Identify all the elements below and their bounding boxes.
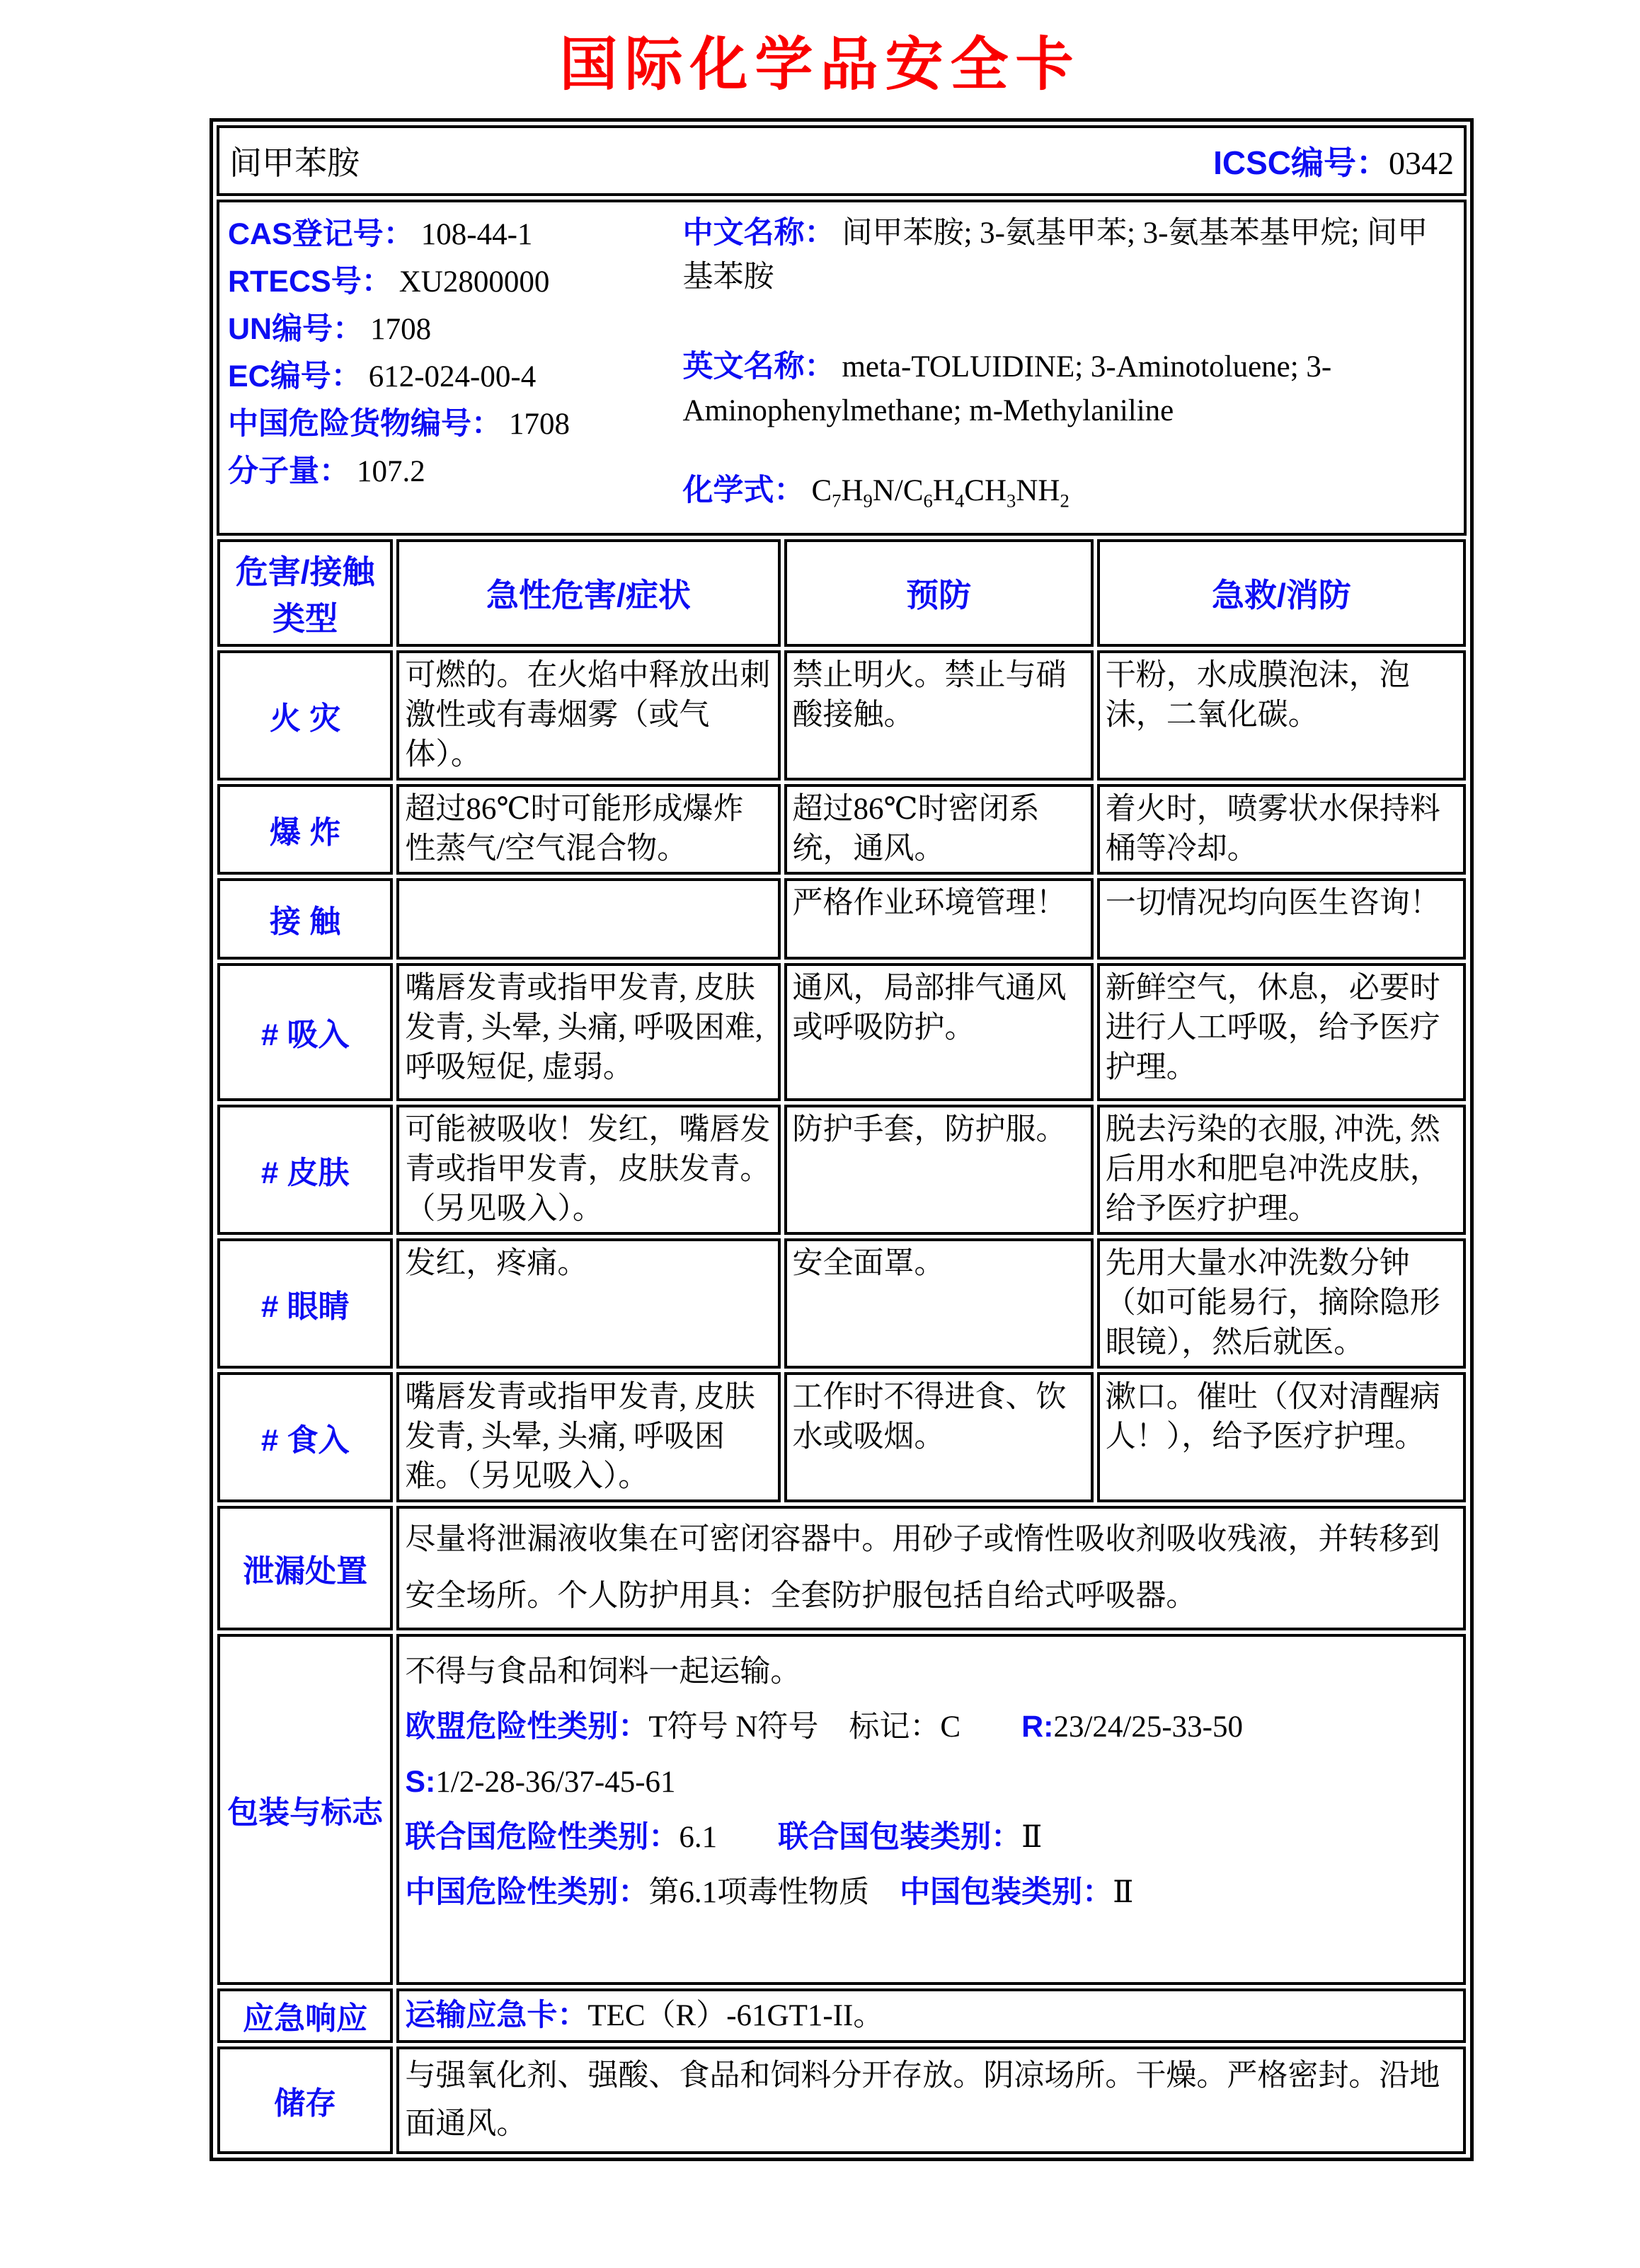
- card-header: [217, 125, 1467, 196]
- info-item: [682, 211, 1452, 299]
- table-row: [217, 878, 1466, 960]
- cell-line: [405, 1994, 1457, 2037]
- row-label: 接 触: [217, 878, 393, 960]
- field-value: 间甲苯胺; 3-氨基甲苯; 3-氨基苯基甲烷; 间甲基苯胺: [682, 217, 1428, 294]
- table-cell: 着火时，喷雾状水保持料桶等冷却。: [1097, 784, 1466, 875]
- row-label: 应急响应: [217, 1988, 393, 2043]
- column-header: 危害/接触类型: [217, 539, 393, 647]
- table-cell: 先用大量水冲洗数分钟（如可能易行，摘除隐形眼镜），然后就医。: [1097, 1238, 1466, 1369]
- field-label: 中国危险货物编号：: [228, 407, 502, 441]
- table-cell: 漱口。催吐（仅对清醒病人！），给予医疗护理。: [1097, 1372, 1466, 1502]
- field-value: meta-TOLUIDINE; 3-Aminotoluene; 3-Aminophenylmethane; m-Methylaniline: [682, 350, 1332, 427]
- field-value: 612-024-00-4: [368, 360, 537, 393]
- table-cell: 脱去污染的衣服, 冲洗, 然后用水和肥皂冲洗皮肤，给予医疗护理。: [1097, 1105, 1466, 1235]
- table-row: [217, 1506, 1466, 1630]
- table-cell: 工作时不得进食、饮水或吸烟。: [784, 1372, 1094, 1502]
- field-label: 运输应急卡：: [405, 1998, 588, 2032]
- table-cell: 禁止明火。禁止与硝酸接触。: [784, 650, 1094, 781]
- cell-line: [405, 1650, 1457, 1694]
- info-left-column: [219, 209, 679, 524]
- field-value: 第6.1项毒性物质: [648, 1875, 900, 1909]
- page-title: 国际化学品安全卡: [559, 30, 1081, 98]
- cell-line: [405, 1870, 1457, 1915]
- table-cell: 防护手套，防护服。: [784, 1105, 1094, 1235]
- table-body: [217, 650, 1466, 2154]
- field-label: 中国危险性类别：: [405, 1875, 649, 1909]
- info-item: [228, 448, 675, 495]
- table-cell: 可燃的。在火焰中释放出刺激性或有毒烟雾（或气体）。: [396, 650, 780, 781]
- row-label: 泄漏处置: [217, 1506, 393, 1630]
- field-label: RTECS号：: [228, 265, 392, 299]
- field-label: S:: [405, 1764, 436, 1799]
- table-row: [217, 1105, 1466, 1235]
- field-label: 中文名称：: [682, 216, 835, 250]
- table-cell: 干粉，水成膜泡沫，泡沫，二氧化碳。: [1097, 650, 1466, 781]
- table-cell: 超过86℃时可能形成爆炸性蒸气/空气混合物。: [396, 784, 780, 875]
- row-label: # 吸入: [217, 963, 393, 1101]
- hazard-table: [214, 536, 1469, 2158]
- field-label: CAS登记号：: [228, 217, 414, 251]
- field-label: 中国包装类别：: [900, 1875, 1113, 1909]
- table-cell: 一切情况均向医生咨询！: [1097, 878, 1466, 960]
- field-value: 1708: [370, 313, 432, 346]
- field-value: 107.2: [357, 455, 425, 488]
- row-label: # 眼睛: [217, 1238, 393, 1369]
- info-item: [228, 401, 675, 448]
- table-cell: 可能被吸收！发红，嘴唇发青或指甲发青，皮肤发青。（另见吸入）。: [396, 1105, 780, 1235]
- table-row: [217, 1634, 1466, 1985]
- field-value: 6.1: [679, 1820, 779, 1854]
- field-value: 23/24/25-33-50: [1053, 1710, 1244, 1744]
- cell-line: [405, 2052, 1457, 2148]
- field-label: EC编号：: [228, 359, 362, 393]
- table-row: [217, 1988, 1466, 2043]
- field-value: 108-44-1: [420, 218, 533, 251]
- icsc-number: [1213, 137, 1454, 184]
- table-row: [217, 1372, 1466, 1502]
- field-value: $C_7H_9N/C_6H_4CH_3NH_2$: [811, 474, 1070, 512]
- field-value: T符号 N符号 标记：C: [648, 1710, 1022, 1744]
- field-label: 欧盟危险性类别：: [405, 1709, 649, 1744]
- info-item: [682, 468, 1452, 523]
- table-cell-span: [396, 1506, 1466, 1630]
- table-cell: 通风，局部排气通风或呼吸防护。: [784, 963, 1094, 1101]
- field-value: Ⅱ: [1021, 1820, 1043, 1854]
- field-value: XU2800000: [398, 265, 550, 299]
- row-label: 爆 炸: [217, 784, 393, 875]
- row-label: # 食入: [217, 1372, 393, 1502]
- row-label: 包装与标志: [217, 1634, 393, 1985]
- field-label: 联合国危险性类别：: [405, 1819, 679, 1854]
- table-row: [217, 650, 1466, 781]
- field-label: 英文名称：: [682, 350, 835, 384]
- field-value: Ⅱ: [1113, 1875, 1134, 1909]
- column-header: 急性危害/症状: [396, 539, 780, 647]
- info-item: [228, 353, 675, 401]
- column-header: 急救/消防: [1097, 539, 1466, 647]
- table-row: [217, 963, 1466, 1101]
- cell-line: [405, 1705, 1457, 1749]
- info-item: [228, 211, 675, 258]
- field-value: 1/2-28-36/37-45-61: [435, 1765, 676, 1799]
- icsc-number-label: ICSC编号：: [1213, 144, 1389, 181]
- table-cell: 超过86℃时密闭系统，通风。: [784, 784, 1094, 875]
- row-label: 火 灾: [217, 650, 393, 781]
- table-cell: 新鲜空气，休息，必要时进行人工呼吸，给予医疗护理。: [1097, 963, 1466, 1101]
- table-cell-span: [396, 1634, 1466, 1985]
- info-item: [682, 345, 1452, 433]
- field-label: 化学式：: [682, 473, 805, 507]
- table-cell: 嘴唇发青或指甲发青, 皮肤发青, 头晕, 头痛, 呼吸困难。（另见吸入）。: [396, 1372, 780, 1502]
- column-header: 预防: [784, 539, 1094, 647]
- substance-name: 间甲苯胺: [229, 145, 360, 181]
- row-label: # 皮肤: [217, 1105, 393, 1235]
- field-label: 分子量：: [228, 454, 350, 488]
- cell-line: [405, 1815, 1457, 1860]
- table-cell: 严格作业环境管理！: [784, 878, 1094, 960]
- field-label: 联合国包装类别：: [778, 1819, 1022, 1854]
- field-value: 不得与食品和饲料一起运输。: [405, 1654, 801, 1688]
- icsc-card: [210, 118, 1474, 2161]
- table-cell: 发红，疼痛。: [396, 1238, 780, 1369]
- info-item: [228, 306, 675, 353]
- table-header-row: [217, 539, 1466, 647]
- field-value: TEC（R）-61GT1-II。: [587, 1998, 884, 2032]
- table-cell: 安全面罩。: [784, 1238, 1094, 1369]
- table-cell-span: [396, 2047, 1466, 2154]
- table-cell: 嘴唇发青或指甲发青, 皮肤发青, 头晕, 头痛, 呼吸困难, 呼吸短促, 虚弱。: [396, 963, 780, 1101]
- info-right-column: [679, 209, 1464, 524]
- icsc-number-value: 0342: [1389, 145, 1454, 181]
- table-row: [217, 784, 1466, 875]
- table-cell: [396, 878, 780, 960]
- field-label: R:: [1021, 1709, 1054, 1744]
- cell-line: [405, 1512, 1457, 1625]
- field-value: 1708: [509, 408, 570, 441]
- info-block: [217, 200, 1467, 536]
- field-label: UN编号：: [228, 312, 364, 346]
- table-row: [217, 2047, 1466, 2154]
- cell-line: [405, 1760, 1457, 1804]
- field-value: 与强氧化剂、强酸、食品和饲料分开存放。阴凉场所。干燥。严格密封。沿地面通风。: [405, 2059, 1440, 2141]
- row-label: 储存: [217, 2047, 393, 2154]
- table-cell-span: [396, 1988, 1466, 2043]
- field-value: 尽量将泄漏液收集在可密闭容器中。用砂子或惰性吸收剂吸收残液，并转移到安全场所。个人防护用具：全套防护服包括自给式呼吸器。: [405, 1522, 1440, 1613]
- table-row: [217, 1238, 1466, 1369]
- info-item: [228, 258, 675, 306]
